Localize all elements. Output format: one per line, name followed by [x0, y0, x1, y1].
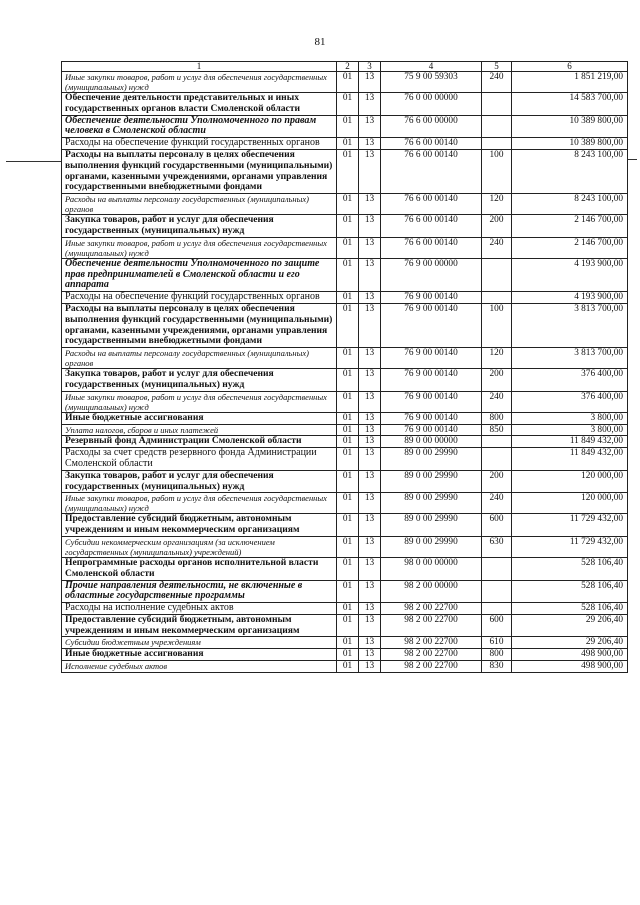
row-expense-type-cell — [482, 93, 512, 116]
row-section-cell: 01 — [337, 614, 359, 637]
table-row — [62, 536, 628, 557]
row-name-cell: Иные закупки товаров, работ и услуг для обеспечения государственных (муниципальных) нужд — [62, 72, 337, 93]
row-subsection-cell: 13 — [359, 292, 381, 304]
margin-mark-right — [627, 159, 637, 160]
row-expense-type-cell: 240 — [482, 72, 512, 93]
row-target-code-cell: 76 9 00 00140 — [381, 348, 482, 369]
row-amount-cell: 3 813 700,00 — [512, 348, 628, 369]
row-subsection-cell: 13 — [359, 149, 381, 193]
row-name-cell: Исполнение судебных актов — [62, 661, 337, 673]
row-subsection-cell: 13 — [359, 448, 381, 471]
row-target-code-cell: 76 6 00 00000 — [381, 115, 482, 138]
row-expense-type-cell: 830 — [482, 661, 512, 673]
row-name-cell: Расходы на обеспечение функций государственных органов — [62, 138, 337, 150]
row-subsection-cell: 13 — [359, 93, 381, 116]
row-section-cell: 01 — [337, 603, 359, 615]
table-row — [62, 303, 628, 347]
row-section-cell: 01 — [337, 348, 359, 369]
row-expense-type-cell — [482, 448, 512, 471]
row-section-cell: 01 — [337, 424, 359, 436]
row-expense-type-cell: 240 — [482, 391, 512, 412]
row-section-cell: 01 — [337, 649, 359, 661]
row-target-code-cell: 76 6 00 00140 — [381, 215, 482, 238]
row-name-cell: Субсидии бюджетным учреждениям — [62, 637, 337, 649]
row-section-cell: 01 — [337, 303, 359, 347]
row-amount-cell: 11 849 432,00 — [512, 448, 628, 471]
row-name-cell: Обеспечение деятельности Уполномоченного по защите прав предпринимателей в Смоленской области и его аппарата — [62, 258, 337, 291]
row-expense-type-cell: 630 — [482, 536, 512, 557]
budget-table-sheet — [61, 61, 627, 673]
row-amount-cell: 1 851 219,00 — [512, 72, 628, 93]
row-target-code-cell: 76 6 00 00140 — [381, 237, 482, 258]
row-target-code-cell: 89 0 00 29990 — [381, 536, 482, 557]
row-amount-cell: 528 106,40 — [512, 580, 628, 603]
row-name-cell: Обеспечение деятельности представительных и иных государственных органов власти Смоленской области — [62, 93, 337, 116]
row-expense-type-cell: 120 — [482, 194, 512, 215]
row-subsection-cell: 13 — [359, 557, 381, 580]
header-col-3: 3 — [359, 62, 381, 72]
row-name-cell: Закупка товаров, работ и услуг для обеспечения государственных (муниципальных) нужд — [62, 215, 337, 238]
row-expense-type-cell: 200 — [482, 369, 512, 392]
row-subsection-cell: 13 — [359, 493, 381, 514]
table-row — [62, 391, 628, 412]
row-name-cell: Расходы на выплаты персоналу в целях обеспечения выполнения функций государственными (муниципальными) органами, казенными учреждениями, органами управления государственными внебюджетными фондами — [62, 149, 337, 193]
row-expense-type-cell — [482, 557, 512, 580]
row-name-cell: Субсидии некоммерческим организациям (за исключением государственных (муниципальных) учреждений) — [62, 536, 337, 557]
row-subsection-cell: 13 — [359, 536, 381, 557]
row-target-code-cell: 76 0 00 00000 — [381, 93, 482, 116]
table-row — [62, 115, 628, 138]
row-name-cell: Расходы на выплаты персоналу государственных (муниципальных) органов — [62, 194, 337, 215]
row-expense-type-cell: 240 — [482, 493, 512, 514]
row-expense-type-cell: 120 — [482, 348, 512, 369]
row-target-code-cell: 89 0 00 29990 — [381, 514, 482, 537]
page-number: 81 — [314, 36, 326, 48]
row-section-cell: 01 — [337, 637, 359, 649]
row-name-cell: Иные бюджетные ассигнования — [62, 649, 337, 661]
row-expense-type-cell — [482, 258, 512, 291]
table-row — [62, 348, 628, 369]
budget-table — [61, 61, 628, 673]
row-subsection-cell: 13 — [359, 614, 381, 637]
row-expense-type-cell: 100 — [482, 303, 512, 347]
row-section-cell: 01 — [337, 436, 359, 448]
table-row — [62, 424, 628, 436]
row-expense-type-cell: 600 — [482, 514, 512, 537]
row-amount-cell: 8 243 100,00 — [512, 149, 628, 193]
table-row — [62, 138, 628, 150]
table-row — [62, 470, 628, 493]
row-section-cell: 01 — [337, 580, 359, 603]
row-amount-cell: 11 729 432,00 — [512, 536, 628, 557]
row-name-cell: Закупка товаров, работ и услуг для обеспечения государственных (муниципальных) нужд — [62, 369, 337, 392]
row-section-cell: 01 — [337, 72, 359, 93]
row-amount-cell: 376 400,00 — [512, 369, 628, 392]
row-expense-type-cell: 100 — [482, 149, 512, 193]
table-row — [62, 292, 628, 304]
table-row — [62, 493, 628, 514]
row-amount-cell: 3 800,00 — [512, 424, 628, 436]
row-expense-type-cell: 600 — [482, 614, 512, 637]
row-subsection-cell: 13 — [359, 303, 381, 347]
header-col-1: 1 — [62, 62, 337, 72]
margin-mark-left — [6, 161, 61, 162]
table-row — [62, 72, 628, 93]
row-target-code-cell: 76 9 00 00140 — [381, 412, 482, 424]
row-section-cell: 01 — [337, 412, 359, 424]
table-row — [62, 369, 628, 392]
table-body — [62, 72, 628, 673]
row-target-code-cell: 98 2 00 00000 — [381, 580, 482, 603]
row-amount-cell: 2 146 700,00 — [512, 237, 628, 258]
row-target-code-cell: 89 0 00 29990 — [381, 448, 482, 471]
row-subsection-cell: 13 — [359, 391, 381, 412]
row-amount-cell: 120 000,00 — [512, 493, 628, 514]
row-section-cell: 01 — [337, 470, 359, 493]
row-section-cell: 01 — [337, 493, 359, 514]
row-amount-cell: 498 900,00 — [512, 649, 628, 661]
row-expense-type-cell: 800 — [482, 412, 512, 424]
table-row — [62, 237, 628, 258]
row-expense-type-cell — [482, 292, 512, 304]
row-section-cell: 01 — [337, 258, 359, 291]
header-col-6: 6 — [512, 62, 628, 72]
table-row — [62, 514, 628, 537]
row-name-cell: Расходы на исполнение судебных актов — [62, 603, 337, 615]
table-row — [62, 412, 628, 424]
row-expense-type-cell: 800 — [482, 649, 512, 661]
row-expense-type-cell — [482, 603, 512, 615]
row-amount-cell: 14 583 700,00 — [512, 93, 628, 116]
row-expense-type-cell — [482, 580, 512, 603]
row-amount-cell: 528 106,40 — [512, 557, 628, 580]
table-row — [62, 436, 628, 448]
row-amount-cell: 29 206,40 — [512, 637, 628, 649]
row-target-code-cell: 76 6 00 00140 — [381, 194, 482, 215]
row-subsection-cell: 13 — [359, 194, 381, 215]
row-section-cell: 01 — [337, 237, 359, 258]
row-name-cell: Закупка товаров, работ и услуг для обеспечения государственных (муниципальных) нужд — [62, 470, 337, 493]
row-name-cell: Иные закупки товаров, работ и услуг для обеспечения государственных (муниципальных) нужд — [62, 237, 337, 258]
row-amount-cell: 528 106,40 — [512, 603, 628, 615]
row-expense-type-cell — [482, 138, 512, 150]
header-row — [62, 62, 628, 72]
row-section-cell: 01 — [337, 448, 359, 471]
row-amount-cell: 120 000,00 — [512, 470, 628, 493]
table-row — [62, 258, 628, 291]
row-section-cell: 01 — [337, 138, 359, 150]
table-row — [62, 661, 628, 673]
table-row — [62, 603, 628, 615]
row-target-code-cell: 98 0 00 00000 — [381, 557, 482, 580]
row-amount-cell: 11 729 432,00 — [512, 514, 628, 537]
row-target-code-cell: 98 2 00 22700 — [381, 661, 482, 673]
row-section-cell: 01 — [337, 514, 359, 537]
row-target-code-cell: 89 0 00 29990 — [381, 470, 482, 493]
row-amount-cell: 2 146 700,00 — [512, 215, 628, 238]
header-col-2: 2 — [337, 62, 359, 72]
row-expense-type-cell — [482, 436, 512, 448]
row-target-code-cell: 76 9 00 00140 — [381, 303, 482, 347]
table-row — [62, 557, 628, 580]
row-target-code-cell: 98 2 00 22700 — [381, 603, 482, 615]
row-expense-type-cell: 610 — [482, 637, 512, 649]
row-subsection-cell: 13 — [359, 72, 381, 93]
row-name-cell: Расходы на обеспечение функций государственных органов — [62, 292, 337, 304]
row-target-code-cell: 76 9 00 00140 — [381, 424, 482, 436]
row-subsection-cell: 13 — [359, 649, 381, 661]
row-section-cell: 01 — [337, 536, 359, 557]
row-amount-cell: 498 900,00 — [512, 661, 628, 673]
table-row — [62, 637, 628, 649]
row-amount-cell: 29 206,40 — [512, 614, 628, 637]
row-target-code-cell: 76 9 00 00140 — [381, 391, 482, 412]
table-row — [62, 614, 628, 637]
row-amount-cell: 10 389 800,00 — [512, 115, 628, 138]
row-section-cell: 01 — [337, 557, 359, 580]
row-name-cell: Расходы на выплаты персоналу в целях обеспечения выполнения функций государственными (муниципальными) органами, казенными учреждениями, органами управления государственными внебюджетными фондами — [62, 303, 337, 347]
row-section-cell: 01 — [337, 215, 359, 238]
header-col-5: 5 — [482, 62, 512, 72]
row-name-cell: Расходы за счет средств резервного фонда Администрации Смоленской области — [62, 448, 337, 471]
row-section-cell: 01 — [337, 391, 359, 412]
row-subsection-cell: 13 — [359, 514, 381, 537]
row-section-cell: 01 — [337, 369, 359, 392]
row-section-cell: 01 — [337, 149, 359, 193]
table-row — [62, 149, 628, 193]
row-amount-cell: 4 193 900,00 — [512, 292, 628, 304]
row-target-code-cell: 98 2 00 22700 — [381, 637, 482, 649]
row-amount-cell: 4 193 900,00 — [512, 258, 628, 291]
row-section-cell: 01 — [337, 661, 359, 673]
row-name-cell: Обеспечение деятельности Уполномоченного по правам человека в Смоленской области — [62, 115, 337, 138]
row-subsection-cell: 13 — [359, 348, 381, 369]
row-target-code-cell: 76 9 00 00140 — [381, 369, 482, 392]
row-subsection-cell: 13 — [359, 215, 381, 238]
row-section-cell: 01 — [337, 115, 359, 138]
row-section-cell: 01 — [337, 93, 359, 116]
row-name-cell: Иные закупки товаров, работ и услуг для обеспечения государственных (муниципальных) нужд — [62, 493, 337, 514]
row-name-cell: Предоставление субсидий бюджетным, автономным учреждениям и иным некоммерческим организациям — [62, 514, 337, 537]
row-target-code-cell: 76 9 00 00000 — [381, 258, 482, 291]
row-amount-cell: 376 400,00 — [512, 391, 628, 412]
row-subsection-cell: 13 — [359, 661, 381, 673]
row-name-cell: Прочие направления деятельности, не включенные в областные государственные программы — [62, 580, 337, 603]
row-amount-cell: 8 243 100,00 — [512, 194, 628, 215]
row-target-code-cell: 89 0 00 00000 — [381, 436, 482, 448]
row-subsection-cell: 13 — [359, 237, 381, 258]
row-subsection-cell: 13 — [359, 138, 381, 150]
row-subsection-cell: 13 — [359, 580, 381, 603]
row-target-code-cell: 76 6 00 00140 — [381, 138, 482, 150]
row-subsection-cell: 13 — [359, 115, 381, 138]
row-subsection-cell: 13 — [359, 412, 381, 424]
row-expense-type-cell: 850 — [482, 424, 512, 436]
row-section-cell: 01 — [337, 292, 359, 304]
row-subsection-cell: 13 — [359, 369, 381, 392]
header-col-4: 4 — [381, 62, 482, 72]
row-subsection-cell: 13 — [359, 603, 381, 615]
row-subsection-cell: 13 — [359, 470, 381, 493]
row-name-cell: Расходы на выплаты персоналу государственных (муниципальных) органов — [62, 348, 337, 369]
row-amount-cell: 10 389 800,00 — [512, 138, 628, 150]
row-expense-type-cell — [482, 115, 512, 138]
row-name-cell: Непрограммные расходы органов исполнительной власти Смоленской области — [62, 557, 337, 580]
table-row — [62, 448, 628, 471]
row-target-code-cell: 98 2 00 22700 — [381, 649, 482, 661]
row-expense-type-cell: 200 — [482, 470, 512, 493]
row-expense-type-cell: 240 — [482, 237, 512, 258]
table-row — [62, 194, 628, 215]
row-subsection-cell: 13 — [359, 637, 381, 649]
row-name-cell: Резервный фонд Администрации Смоленской области — [62, 436, 337, 448]
row-amount-cell: 11 849 432,00 — [512, 436, 628, 448]
table-row — [62, 649, 628, 661]
row-section-cell: 01 — [337, 194, 359, 215]
row-name-cell: Иные бюджетные ассигнования — [62, 412, 337, 424]
row-subsection-cell: 13 — [359, 424, 381, 436]
row-subsection-cell: 13 — [359, 436, 381, 448]
row-target-code-cell: 98 2 00 22700 — [381, 614, 482, 637]
table-row — [62, 93, 628, 116]
row-amount-cell: 3 813 700,00 — [512, 303, 628, 347]
row-name-cell: Предоставление субсидий бюджетным, автономным учреждениям и иным некоммерческим организациям — [62, 614, 337, 637]
row-amount-cell: 3 800,00 — [512, 412, 628, 424]
row-name-cell: Иные закупки товаров, работ и услуг для обеспечения государственных (муниципальных) нужд — [62, 391, 337, 412]
row-expense-type-cell: 200 — [482, 215, 512, 238]
row-target-code-cell: 75 9 00 59303 — [381, 72, 482, 93]
row-target-code-cell: 76 9 00 00140 — [381, 292, 482, 304]
row-subsection-cell: 13 — [359, 258, 381, 291]
table-row — [62, 215, 628, 238]
row-target-code-cell: 76 6 00 00140 — [381, 149, 482, 193]
table-row — [62, 580, 628, 603]
row-name-cell: Уплата налогов, сборов и иных платежей — [62, 424, 337, 436]
row-target-code-cell: 89 0 00 29990 — [381, 493, 482, 514]
